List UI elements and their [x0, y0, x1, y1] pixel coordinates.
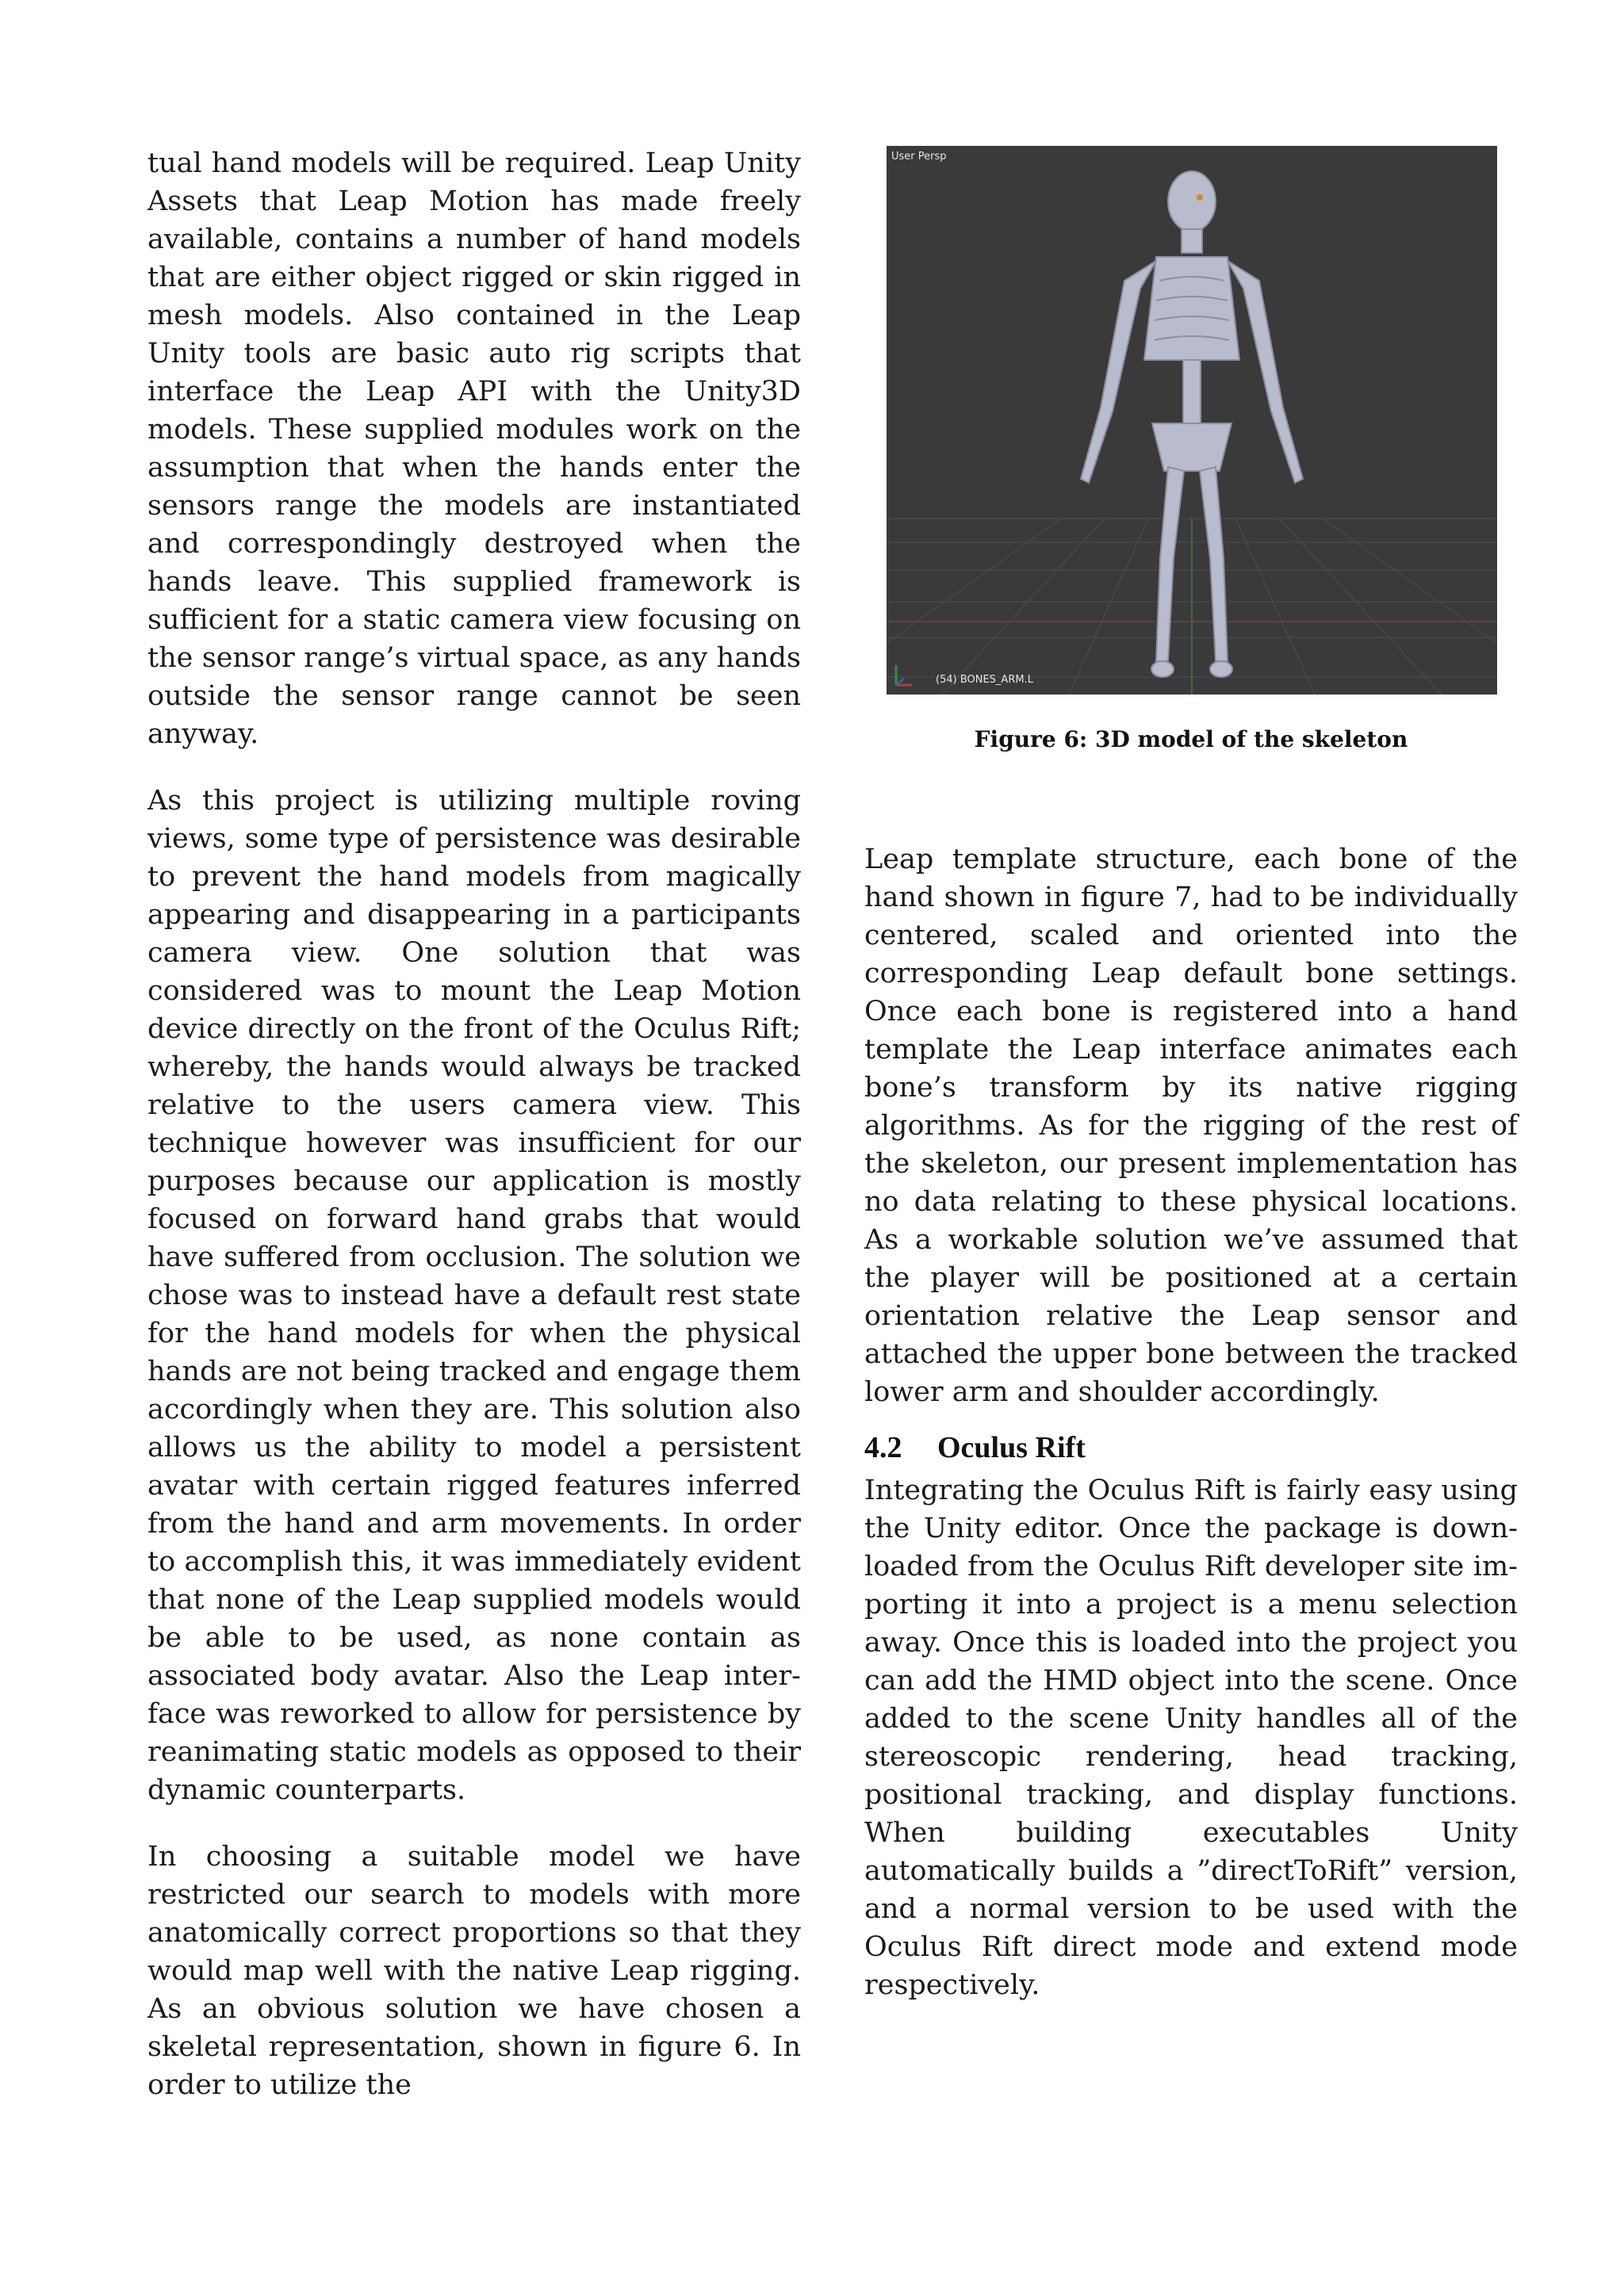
object-label: (54) BONES_ARM.L [936, 674, 1033, 686]
section-title: Oculus Rift [937, 1431, 1086, 1464]
paragraph-leap-template: Leap template structure, each bone of the hand shown in figure 7, had to be individually centered, scaled and oriented into the corresponding Leap default bone settings. Once each bone is registered into a hand template the Leap interface animates each bone’s transform by its native rigging algorithms. As for the rigging of the rest of the skeleton, our present implementation has no data relating to these physical locations. As a workable solution we’ve assumed that the player will be positioned at a certain orientation relative the Leap sensor and attached the upper bone between the tracked lower arm and shoulder accordingly. [864, 844, 1518, 1408]
section-heading [864, 1430, 1518, 1465]
paragraph-model-choice: In choosing a suitable model we have restricted our search to models with more anatomically correct proportions so that they would map well with the native Leap rigging. As an obvious solution we have chosen a skeletal representation, shown in figure 6. In order to utilize the [147, 1841, 801, 2101]
figure-caption: Figure 6: 3D model of the skeleton [974, 726, 1408, 752]
right-column-lower [864, 1471, 1518, 2033]
skeleton-render [887, 146, 1497, 695]
left-column [147, 144, 801, 2133]
paragraph-persistence: As this project is utilizing multiple roving views, some type of persistence was desirable to prevent the hand models from magically appearing and disappearing in a participants camera view. One solution that was considered was to mount the Leap Motion device directly on the front of the Oculus Rift; whereby, the hands would always be tracked relative to the users camera view. This technique however was insufficient for our purposes because our application is mostly focused on forward hand grabs that would have suffered from occlusion. The solution we chose was to instead have a default rest state for the hand models for when the physical hands are not being tracked and engage them accordingly when they are. This solution also allows us the ability to model a persistent avatar with certain rigged features inferred from the hand and arm movements. In order to accomplish this, it was immediately evident that none of the Leap supplied models would be able to be used, as none contain as associated body avatar. Also the Leap interface was reworked to allow for persistence by reanimating static models as opposed to their dynamic counterparts. [147, 785, 801, 1806]
paragraph-oculus-rift: Integrating the Oculus Rift is fairly easy using the Unity editor. Once the package is downloaded from the Oculus Rift developer site importing it into a project is a menu selection away. Once this is loaded into the project you can add the HMD object into the scene. Once added to the scene Unity handles all of the stereoscopic rendering, head tracking, positional tracking, and display functions. When building executables Unity automatically builds a ”directToRift” version, and a normal version to be used with the Oculus Rift direct mode and extend mode respectively. [864, 1475, 1518, 2001]
skeleton-figure [887, 146, 1497, 695]
right-column-upper [864, 840, 1518, 1440]
section-number: 4.2 [864, 1431, 902, 1464]
paragraph-hand-models: tual hand models will be required. Leap Unity Assets that Leap Motion has made freely available, contains a number of hand models that are either object rigged or skin rigged in mesh models. Also contained in the Leap Unity tools are basic auto rig scripts that interface the Leap API with the Unity3D models. These supplied modules work on the assumption that when the hands enter the sensors range the models are instantiated and correspondingly destroyed when the hands leave. This supplied framework is sufficient for a static camera view focusing on the sensor range’s virtual space, as any hands outside the sensor range cannot be seen anyway. [147, 147, 801, 750]
viewport-label: User Persp [891, 151, 947, 163]
